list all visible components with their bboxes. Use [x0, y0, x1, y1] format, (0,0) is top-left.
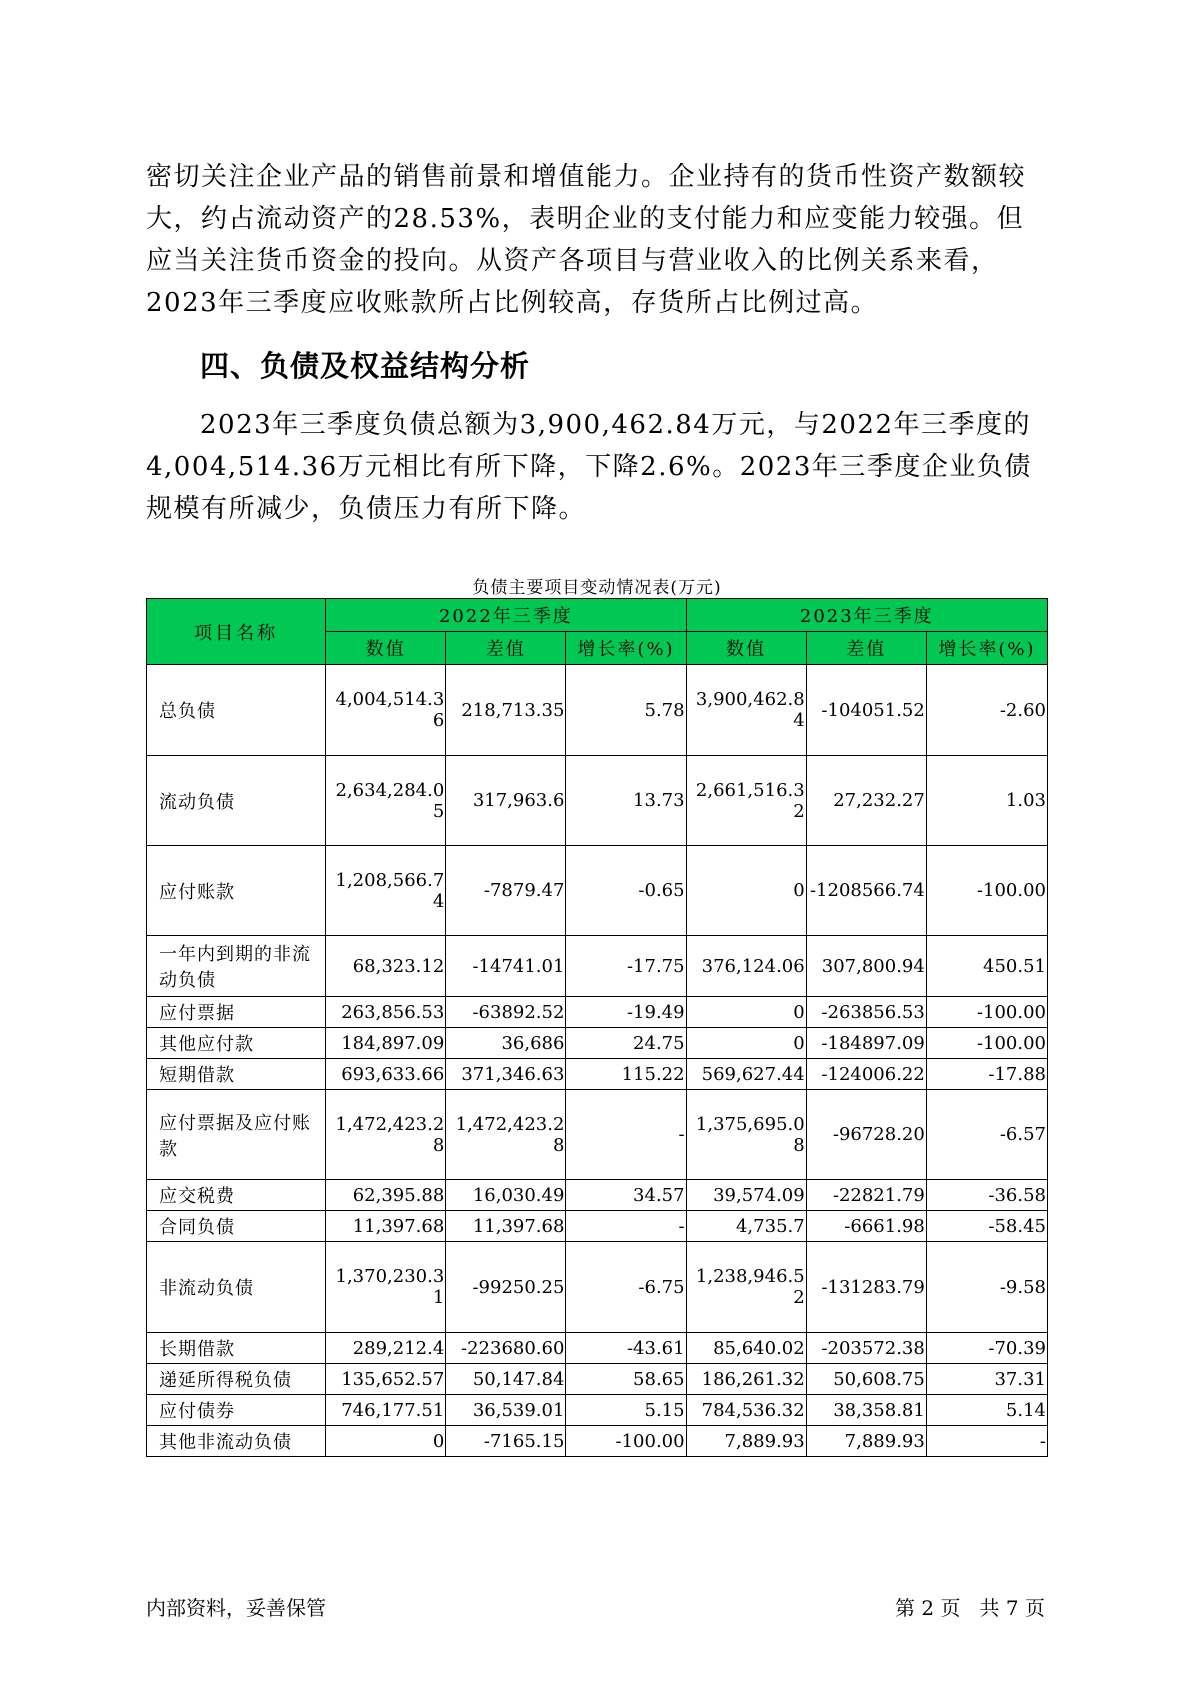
row-label: 合同负债 — [147, 1211, 326, 1242]
table-cell: 1,472,423.28 — [446, 1090, 566, 1180]
table-cell: 68,323.12 — [326, 936, 446, 997]
table-cell: 4,004,514.36 — [326, 665, 446, 756]
table-cell: -70.39 — [926, 1333, 1047, 1364]
table-cell: -184897.09 — [806, 1028, 926, 1059]
table-caption: 负债主要项目变动情况表(万元) — [472, 578, 722, 598]
section-heading: 四、负债及权益结构分析 — [200, 349, 531, 383]
row-label: 应付账款 — [147, 846, 326, 936]
table-cell: -99250.25 — [446, 1242, 566, 1333]
table-row — [147, 1426, 1048, 1457]
body-paragraph-1: 密切关注企业产品的销售前景和增值能力。企业持有的货币性资产数额较大，约占流动资产的28.53%，表明企业的支付能力和应变能力较强。但应当关注货币资金的投向。从资产各项目与营业收入的比例关系来看，2023年三季度应收账款所占比例较高，存货所占比例过高。 — [146, 162, 1027, 318]
table-cell: 36,539.01 — [446, 1395, 566, 1426]
table-row — [147, 1059, 1048, 1090]
column-header-diff-2023: 差值 — [806, 632, 926, 665]
column-group-2023: 2023年三季度 — [686, 599, 1047, 632]
table-cell: -63892.52 — [446, 997, 566, 1028]
column-header-value-2023: 数值 — [686, 632, 806, 665]
table-cell: 4,735.7 — [686, 1211, 806, 1242]
table-cell: 34.57 — [566, 1180, 686, 1211]
table-row — [147, 1395, 1048, 1426]
table-row — [147, 665, 1048, 756]
table-cell: 569,627.44 — [686, 1059, 806, 1090]
table-row — [147, 1242, 1048, 1333]
table-cell: -17.88 — [926, 1059, 1047, 1090]
table-cell: 7,889.93 — [686, 1426, 806, 1457]
table-cell: 693,633.66 — [326, 1059, 446, 1090]
row-label: 流动负债 — [147, 756, 326, 846]
table-cell: 3,900,462.84 — [686, 665, 806, 756]
table-cell: -263856.53 — [806, 997, 926, 1028]
table-cell: 27,232.27 — [806, 756, 926, 846]
table-cell: 85,640.02 — [686, 1333, 806, 1364]
table-row — [147, 1180, 1048, 1211]
table-cell: 5.78 — [566, 665, 686, 756]
body-paragraph-2: 2023年三季度负债总额为3,900,462.84万元，与2022年三季度的4,004,514.36万元相比有所下降，下降2.6%。2023年三季度企业负债规模有所减少，负债压力有所下降。 — [146, 410, 1032, 524]
table-cell: 11,397.68 — [446, 1211, 566, 1242]
row-label: 短期借款 — [147, 1059, 326, 1090]
table-cell: 0 — [686, 1028, 806, 1059]
row-label: 应交税费 — [147, 1180, 326, 1211]
table-cell: -58.45 — [926, 1211, 1047, 1242]
table-cell: 1.03 — [926, 756, 1047, 846]
row-label: 其他应付款 — [147, 1028, 326, 1059]
table-cell: 24.75 — [566, 1028, 686, 1059]
table-cell: -22821.79 — [806, 1180, 926, 1211]
row-label: 一年内到期的非流动负债 — [147, 936, 326, 997]
table-row — [147, 1090, 1048, 1180]
table-row — [147, 1364, 1048, 1395]
table-body — [147, 665, 1048, 1457]
table-cell: 289,212.4 — [326, 1333, 446, 1364]
table-cell: -2.60 — [926, 665, 1047, 756]
column-group-2022: 2022年三季度 — [326, 599, 686, 632]
table-cell: 317,963.6 — [446, 756, 566, 846]
row-label: 非流动负债 — [147, 1242, 326, 1333]
table-cell: 13.73 — [566, 756, 686, 846]
table-cell: 62,395.88 — [326, 1180, 446, 1211]
table-cell: -223680.60 — [446, 1333, 566, 1364]
table-cell: 0 — [686, 846, 806, 936]
header-row-groups — [147, 599, 1048, 632]
table-cell: -43.61 — [566, 1333, 686, 1364]
table-cell: -14741.01 — [446, 936, 566, 997]
table-cell: -104051.52 — [806, 665, 926, 756]
table-cell: -6661.98 — [806, 1211, 926, 1242]
table-cell: 184,897.09 — [326, 1028, 446, 1059]
table-cell: -0.65 — [566, 846, 686, 936]
column-header-name: 项目名称 — [147, 599, 326, 665]
table-cell: 186,261.32 — [686, 1364, 806, 1395]
table-cell: 50,147.84 — [446, 1364, 566, 1395]
table-cell: 39,574.09 — [686, 1180, 806, 1211]
table-cell: -96728.20 — [806, 1090, 926, 1180]
table-cell: 1,472,423.28 — [326, 1090, 446, 1180]
table-row — [147, 1333, 1048, 1364]
table-cell: - — [566, 1211, 686, 1242]
table-cell: 784,536.32 — [686, 1395, 806, 1426]
table-cell: - — [566, 1090, 686, 1180]
table-cell: 50,608.75 — [806, 1364, 926, 1395]
table-cell: 218,713.35 — [446, 665, 566, 756]
table-cell: 0 — [326, 1426, 446, 1457]
table-row — [147, 846, 1048, 936]
table-cell: 376,124.06 — [686, 936, 806, 997]
table-row — [147, 1028, 1048, 1059]
table-cell: 371,346.63 — [446, 1059, 566, 1090]
table-cell: -100.00 — [566, 1426, 686, 1457]
table-cell: 5.14 — [926, 1395, 1047, 1426]
row-label: 递延所得税负债 — [147, 1364, 326, 1395]
table-cell: 2,661,516.32 — [686, 756, 806, 846]
table-cell: -100.00 — [926, 997, 1047, 1028]
table-cell: 5.15 — [566, 1395, 686, 1426]
column-header-diff-2022: 差值 — [446, 632, 566, 665]
row-label: 应付债券 — [147, 1395, 326, 1426]
column-header-value-2022: 数值 — [326, 632, 446, 665]
row-label: 长期借款 — [147, 1333, 326, 1364]
table-cell: -203572.38 — [806, 1333, 926, 1364]
table-cell: 37.31 — [926, 1364, 1047, 1395]
table-cell: -36.58 — [926, 1180, 1047, 1211]
table-cell: 7,889.93 — [806, 1426, 926, 1457]
table-cell: 115.22 — [566, 1059, 686, 1090]
table-cell: -19.49 — [566, 997, 686, 1028]
table-row — [147, 936, 1048, 997]
table-cell: 450.51 — [926, 936, 1047, 997]
column-header-growth-2023: 增长率(%) — [926, 632, 1047, 665]
table-cell: 58.65 — [566, 1364, 686, 1395]
table-cell: -9.58 — [926, 1242, 1047, 1333]
table-cell: 0 — [686, 997, 806, 1028]
table-cell: -6.57 — [926, 1090, 1047, 1180]
table-cell: 2,634,284.05 — [326, 756, 446, 846]
row-label: 应付票据及应付账款 — [147, 1090, 326, 1180]
table-cell: -100.00 — [926, 846, 1047, 936]
table-cell: -7879.47 — [446, 846, 566, 936]
table-cell: - — [926, 1426, 1047, 1457]
table-row — [147, 756, 1048, 846]
footer-note: 内部资料，妥善保管 — [146, 1596, 326, 1620]
table-cell: 11,397.68 — [326, 1211, 446, 1242]
row-label: 其他非流动负债 — [147, 1426, 326, 1457]
table-cell: -7165.15 — [446, 1426, 566, 1457]
table-cell: 1,375,695.08 — [686, 1090, 806, 1180]
table-cell: 38,358.81 — [806, 1395, 926, 1426]
table-cell: 1,238,946.52 — [686, 1242, 806, 1333]
table-cell: -1208566.74 — [806, 846, 926, 936]
table-cell: 263,856.53 — [326, 997, 446, 1028]
table-cell: 1,370,230.31 — [326, 1242, 446, 1333]
table-cell: -124006.22 — [806, 1059, 926, 1090]
table-cell: -100.00 — [926, 1028, 1047, 1059]
table-cell: 16,030.49 — [446, 1180, 566, 1211]
table-cell: -131283.79 — [806, 1242, 926, 1333]
table-cell: 307,800.94 — [806, 936, 926, 997]
table-cell: -17.75 — [566, 936, 686, 997]
table-cell: 746,177.51 — [326, 1395, 446, 1426]
table-cell: -6.75 — [566, 1242, 686, 1333]
table-cell: 135,652.57 — [326, 1364, 446, 1395]
table-row — [147, 1211, 1048, 1242]
row-label: 总负债 — [147, 665, 326, 756]
column-header-growth-2022: 增长率(%) — [566, 632, 686, 665]
table-cell: 36,686 — [446, 1028, 566, 1059]
page-number: 第 2 页 共 7 页 — [895, 1596, 1045, 1620]
liability-table — [146, 598, 1048, 1457]
table-row — [147, 997, 1048, 1028]
table-cell: 1,208,566.74 — [326, 846, 446, 936]
row-label: 应付票据 — [147, 997, 326, 1028]
